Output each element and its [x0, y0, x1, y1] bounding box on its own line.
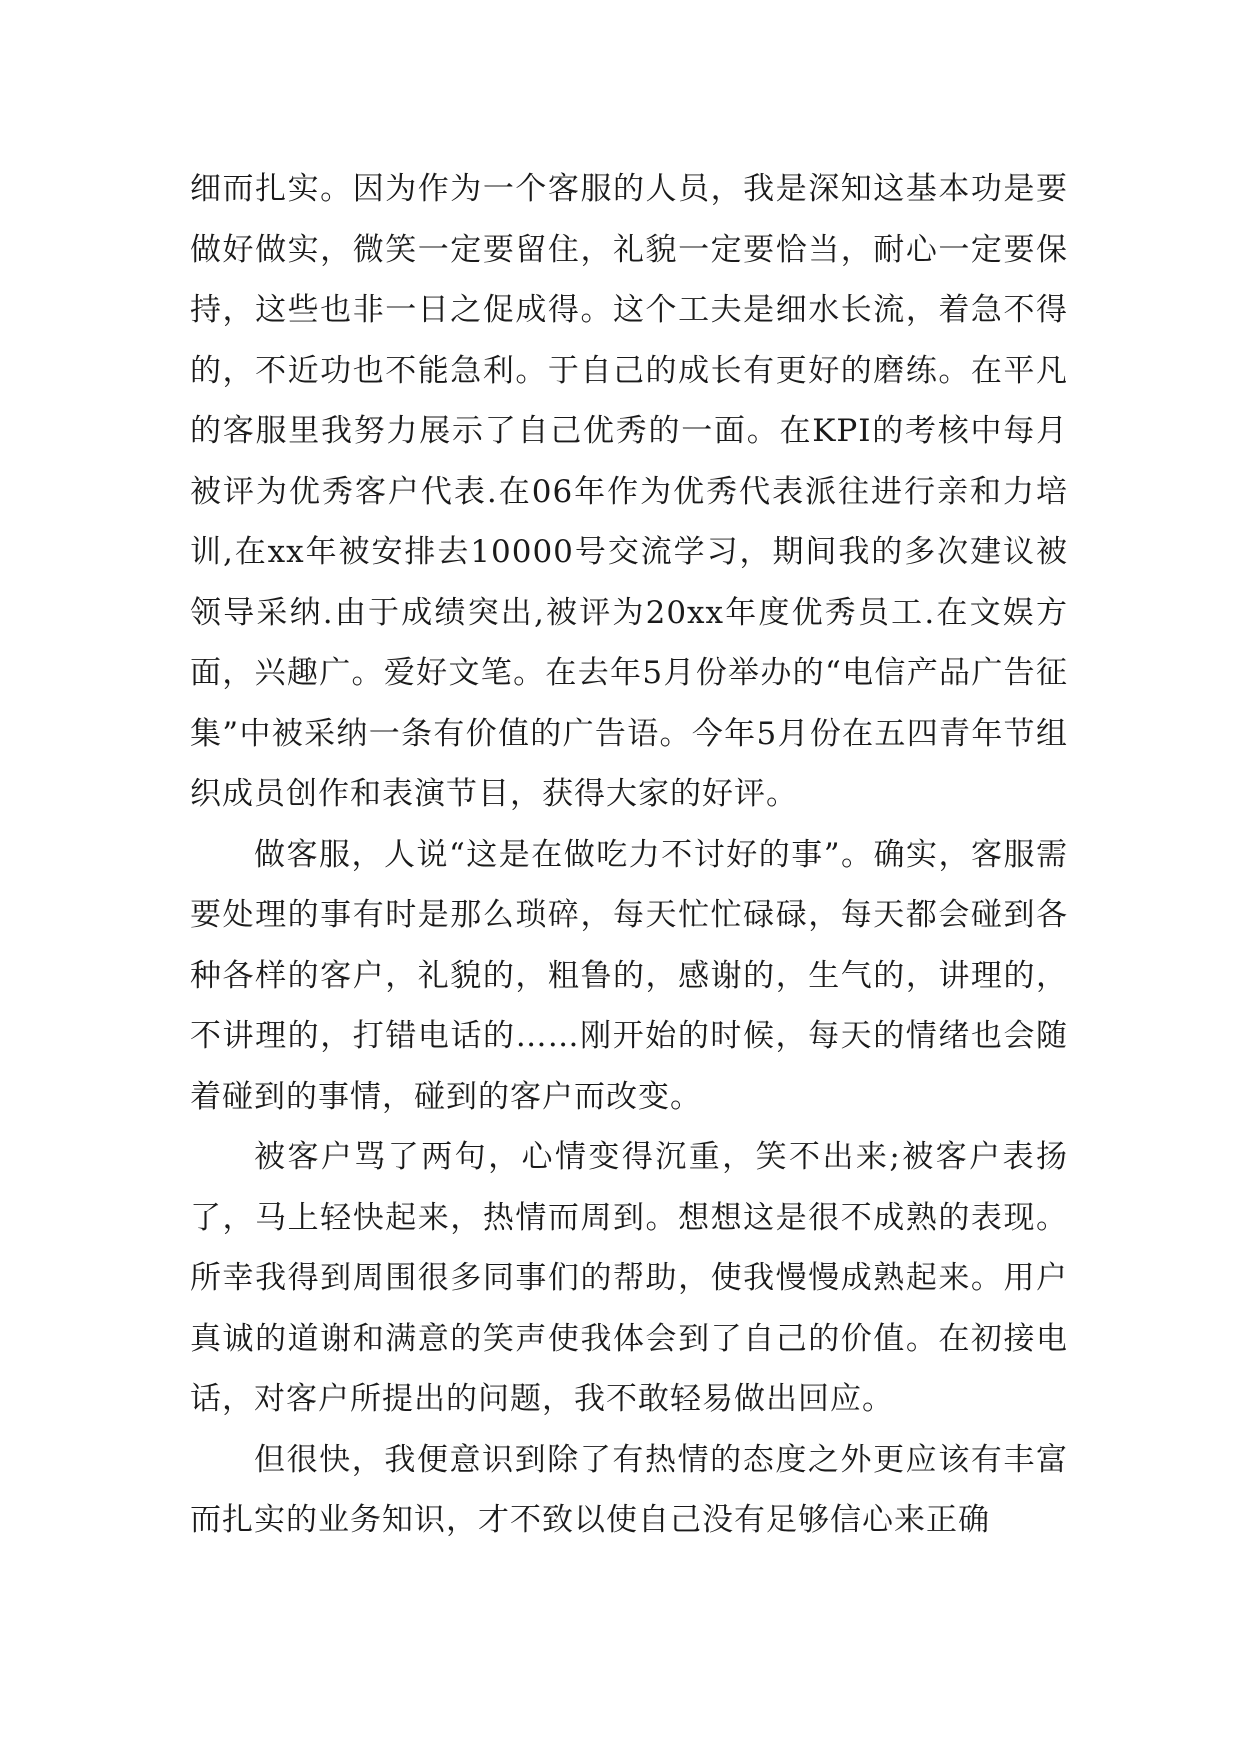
paragraph: 被客户骂了两句，心情变得沉重，笑不出来;被客户表扬了，马上轻快起来，热情而周到。想想这是很不成熟的表现。所幸我得到周围很多同事们的帮助，使我慢慢成熟起来。用户真诚的道谢和满意的笑声使我体会到了自己的价值。在初接电话，对客户所提出的问题，我不敢轻易做出回应。 [190, 1139, 1068, 1417]
paragraph: 做客服，人说“这是在做吃力不讨好的事”。确实，客服需要处理的事有时是那么琐碎，每天忙忙碌碌，每天都会碰到各种各样的客户，礼貌的，粗鲁的，感谢的，生气的，讲理的，不讲理的，打错电话的……刚开始的时候，每天的情绪也会随着碰到的事情，碰到的客户而改变。 [190, 836, 1068, 1115]
paragraph-continued: 细而扎实。因为作为一个客服的人员，我是深知这基本功是要做好做实，微笑一定要留住，礼貌一定要恰当，耐心一定要保持，这些也非一日之促成得。这个工夫是细水长流，着急不得的，不近功也不能急利。于自己的成长有更好的磨练。在平凡的客服里我努力展示了自己优秀的一面。在KPI的考核中每月被评为优秀客户代表.在06年作为优秀代表派往进行亲和力培训,在xx年被安排去10000号交流学习，期间我的多次建议被领导采纳.由于成绩突出,被评为20xx年度优秀员工.在文娱方面，兴趣广。爱好文笔。在去年5月份举办的“电信产品广告征集”中被采纳一条有价值的广告语。今年5月份在五四青年节组织成员创作和表演节目，获得大家的好评。 [190, 171, 1068, 812]
paragraph: 但很快，我便意识到除了有热情的态度之外更应该有丰富而扎实的业务知识，才不致以使自己没有足够信心来正确 [190, 1441, 1068, 1538]
document-body [190, 159, 1068, 1551]
